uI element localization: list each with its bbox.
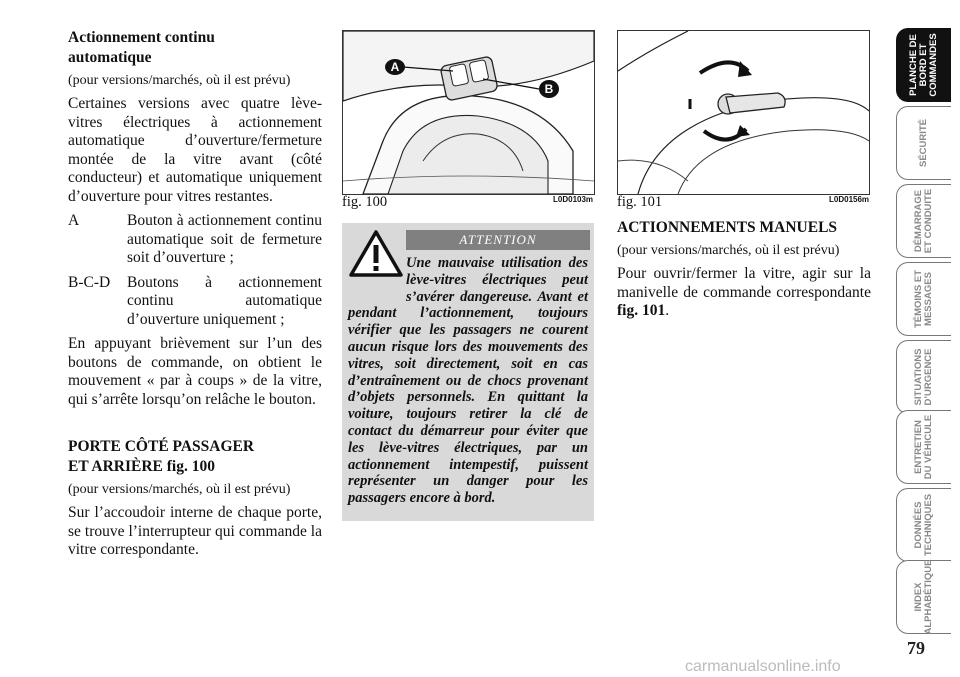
definition-bcd: [68, 274, 322, 330]
impulse-paragraph: En appuyant brièvement sur l’un des boutons de commande, on obtient le mouvement « par à coups » de la vitre, qui s’arrête lorsqu’on relâche le bouton.: [68, 335, 322, 408]
definition-bcd-key: B-C-D: [68, 273, 111, 291]
callout-a-marker: [385, 59, 405, 75]
page-number: 79: [907, 638, 925, 658]
chapter-tabs: [896, 0, 960, 677]
warning-text-block: [348, 255, 588, 507]
right-column: [617, 218, 871, 327]
tab-label: DONNÉES TECHNIQUES: [913, 493, 934, 557]
figure-100-caption: fig. 100: [342, 194, 388, 210]
manual-paragraph: [617, 265, 871, 321]
section-subtitle: (pour versions/marchés, où il est prévu): [68, 73, 291, 88]
tab-donnees-techniques[interactable]: [896, 488, 951, 562]
intro-paragraph: Certaines versions avec quatre lève-vitres électriques à actionnement automatique d’ouverture/fermeture montée de la vitre avant (côté conducteur) et automatique uniquement d’ouverture pour vitres restantes.: [68, 95, 322, 205]
callout-b-label: B: [544, 82, 554, 96]
definition-a: [68, 212, 322, 268]
figure-100-code: L0D0103m: [553, 195, 594, 204]
tab-temoins[interactable]: [896, 262, 951, 336]
passenger-heading-line2: ET ARRIÈRE fig. 100: [68, 458, 215, 475]
tab-demarrage[interactable]: [896, 184, 951, 258]
passenger-heading-line1: PORTE CÔTÉ PASSAGER: [68, 438, 255, 455]
section-heading-line2: automatique: [68, 49, 152, 66]
window-crank-illustration: [618, 31, 869, 194]
passenger-paragraph: Sur l’accoudoir interne de chaque porte, se trouve l’interrupteur qui commande la vitre correspondante.: [68, 504, 322, 558]
door-switch-illustration: [343, 31, 594, 194]
warning-box: [342, 223, 594, 521]
tab-planche-de-bord[interactable]: [896, 28, 951, 102]
manual-heading: ACTIONNEMENTS MANUELS: [617, 219, 838, 236]
manual-figure-ref: fig. 101: [617, 302, 666, 319]
warning-title: ATTENTION: [406, 230, 590, 250]
callout-a-label: A: [390, 60, 400, 74]
tab-entretien[interactable]: [896, 410, 951, 484]
figure-101-image: [617, 30, 870, 195]
callout-b-marker: [539, 80, 559, 98]
definition-a-text: Bouton à actionnement continu automatique soit de fermeture soit d’ouverture ;: [127, 212, 322, 266]
tab-label: ENTRETIEN DU VÉHICULE: [913, 414, 934, 480]
manual-paragraph-end: .: [665, 302, 670, 319]
figure-101-code: L0D0156m: [829, 195, 870, 204]
tab-label: DÉMARRAGE ET CONDUITE: [913, 188, 934, 254]
definition-a-key: A: [68, 212, 80, 229]
tab-situations-urgence[interactable]: [896, 340, 951, 414]
section-heading-line1: Actionnement continu: [68, 29, 215, 46]
figure-101-caption: fig. 101: [617, 194, 663, 210]
tab-label: PLANCHE DE BORD ET COMMANDES: [908, 33, 939, 97]
manual-paragraph-text: Pour ouvrir/fermer la vitre, agir sur la manivelle de commande correspondante: [617, 265, 871, 301]
warning-text: Une mauvaise utilisation des lève-vitres électriques peut s’avérer dangereuse. Avant et pendant l’actionnement, toujours vérifier que les passagers ne courent aucun risque lors des mouvements des vitres, soit directement, soit en cas d’entraînement ou de chocs provenant d’objets personnels. En quittant la voiture, toujours retirer la clé de contact du démarreur pour éviter que les lève-vitres électriques, par un actionnement intempestif, puissent représenter un danger pour les passagers encore à bord.: [348, 255, 588, 507]
figure-100-image: [342, 30, 595, 195]
passenger-subtitle: (pour versions/marchés, où il est prévu): [68, 482, 291, 497]
tab-label: TÉMOINS ET MESSAGES: [913, 269, 934, 329]
tab-index[interactable]: [896, 560, 951, 634]
watermark-text: carmanualsonline.info: [685, 658, 841, 675]
tab-label: INDEX ALPHABÉTIQUE: [913, 559, 934, 635]
tab-label: SITUATIONS D’URGENCE: [913, 348, 934, 406]
left-column: [68, 28, 322, 566]
definition-bcd-text: Boutons à actionnement continu automatique d’ouverture uniquement ;: [127, 273, 322, 328]
tab-securite[interactable]: [896, 106, 951, 180]
tab-label: SÉCURITÉ: [918, 118, 929, 168]
manual-subtitle: (pour versions/marchés, où il est prévu): [617, 243, 840, 258]
